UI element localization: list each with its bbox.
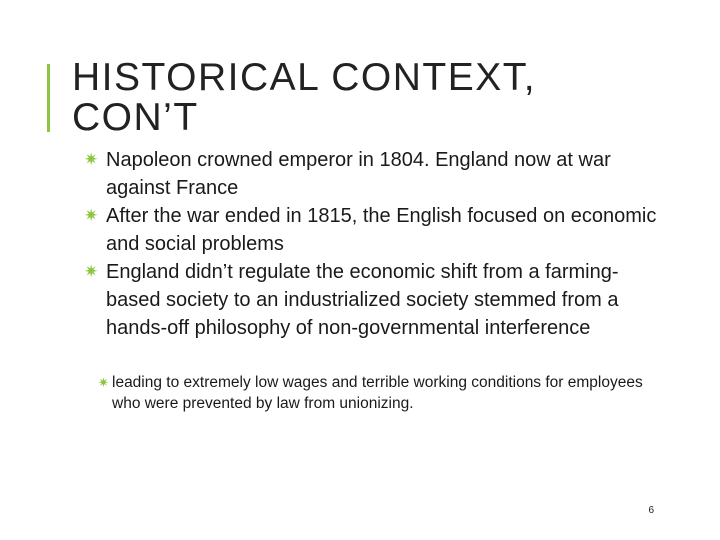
bullet-text: Napoleon crowned emperor in 1804. England now at war against France: [106, 149, 611, 199]
asterisk-star-icon: ✷: [98, 375, 109, 390]
bullet-text: After the war ended in 1815, the English focused on economic and social problems: [106, 205, 657, 255]
title-accent-bar: [47, 64, 50, 132]
bullet-item: [84, 258, 662, 342]
slide-title: [72, 58, 692, 138]
slide-title-line-2: CON’T: [72, 96, 199, 139]
slide-title-line-1: HISTORICAL CONTEXT,: [72, 56, 537, 99]
sub-bullet-item: [98, 372, 664, 414]
bullet-text: England didn’t regulate the economic shift from a farming-based society to an industrialized society stemmed from a hands-off philosophy of non-governmental interference: [106, 261, 619, 339]
asterisk-star-icon: ✷: [84, 150, 99, 169]
bullet-item: [84, 146, 662, 202]
bullet-item: [84, 202, 662, 258]
sub-bullet-list: [84, 372, 664, 414]
slide-number: 6: [648, 505, 654, 516]
bullet-list: [62, 146, 662, 342]
asterisk-star-icon: ✷: [84, 206, 99, 225]
asterisk-star-icon: ✷: [84, 262, 99, 281]
sub-bullet-text: leading to extremely low wages and terrible working conditions for employees who were prevented by law from unionizing.: [112, 374, 643, 412]
